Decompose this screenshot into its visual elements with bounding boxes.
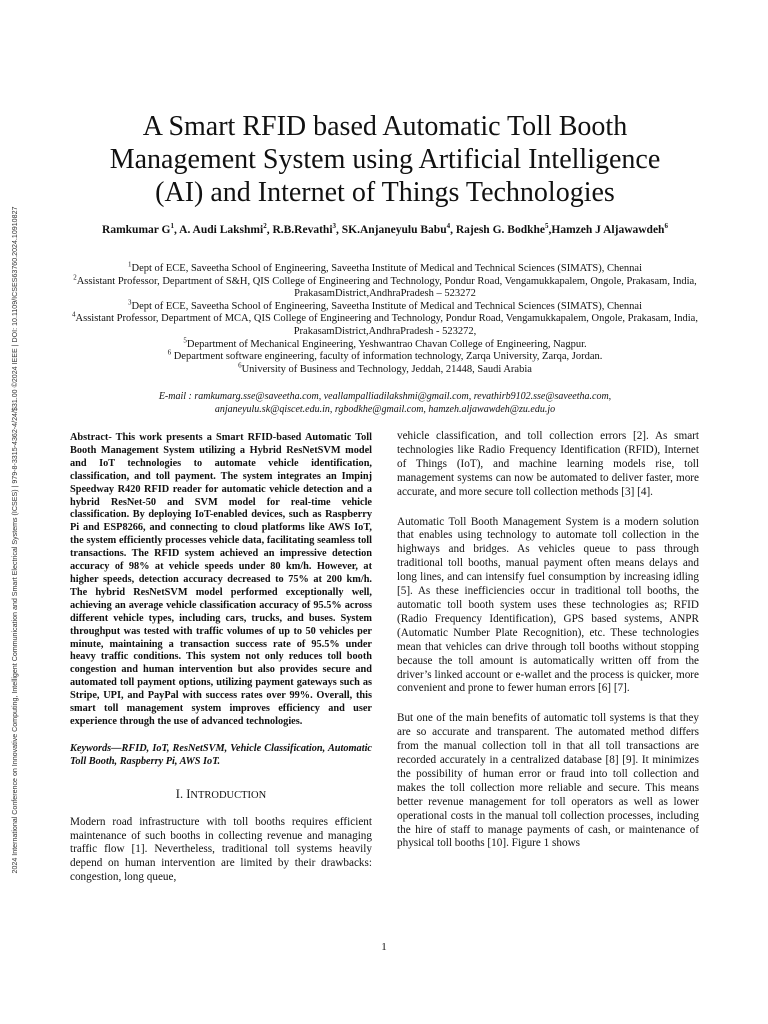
author-list <box>70 223 700 238</box>
conference-doi-text: 2024 International Conference on Innovative Computing, Intelligent Communication and Smart Electrical Systems (ICSES) | 979-8-3315-4362-4/24/$31.00 ©2024 IEEE | DOI: 10.1109/ICSES63760.2024.10910827 <box>11 206 19 874</box>
affiliation: $^2$Assistant Professor, Department of S&H, QIS College of Engineering and Technology, Pondur Road, Vengamukkapalem, Ongole, Prakasam, India, PrakasamDistrict,AndhraPradesh – 523272 <box>73 273 697 300</box>
body-paragraph: But one of the main benefits of automatic toll systems is that they are so accurate and transparent. The automated method differs from the manual collection toll in that all toll transactions are recorded accurately in a centralized database [8] [9]. It minimizes the possibility of human error or fraud into toll collection and makes the toll collection more reliable and secure. This means better revenue management for toll operators as well as lower operational costs in the manual toll collection processes, including the hire of staff to manage payments of cash, or maintenance of physical toll booths [10]. Figure 1 shows <box>397 712 699 850</box>
author: A. Audi Lakshmi$^2$, <box>179 222 273 236</box>
affiliation: $^6$University of Business and Technology, Jeddah, 21448, Saudi Arabia <box>238 361 532 375</box>
page-number: 1 <box>381 941 387 953</box>
paper-title <box>40 110 730 209</box>
title-line-2: Management System using Artificial Intelligence <box>109 144 661 175</box>
author: Hamzeh J Aljawawdeh$^6$ <box>551 222 668 236</box>
body-paragraph: vehicle classification, and toll collection errors [2]. As smart technologies like Radio Frequency Identification (RFID), Internet of Things (IoT), and machine learning models rise, toll management systems can now be automated to deliver faster, more accurate, and more secure toll collection methods [3] [4]. <box>397 430 699 498</box>
author: Ramkumar $G^1$, <box>102 222 180 236</box>
section-heading-introduction: I. INTRODUCTION <box>175 786 267 801</box>
right-column <box>397 430 699 867</box>
affiliation: $^6$ Department software engineering, faculty of information technology, Zarqa University, Zarqa, Jordan. <box>167 348 603 363</box>
keywords: Keywords—RFID, IoT, ResNetSVM, Vehicle Classification, Automatic Toll Booth, Raspberry Pi, AWS IoT. <box>70 742 372 767</box>
email-line-1: E-mail : ramkumarg.sse@saveetha.com, veallampalliadilakshmi@gmail.com, revathirb9102.sse@saveetha.com, <box>158 391 612 402</box>
author: SK.Anjaneyulu Babu$^4$, <box>341 222 456 236</box>
email-block <box>60 390 710 416</box>
conference-side-note <box>4 120 26 960</box>
title-line-1: A Smart RFID based Automatic Toll Booth <box>142 111 628 142</box>
abstract: Abstract- This work presents a Smart RFID-based Automatic Toll Booth Management System utilizing a Hybrid ResNetSVM model and IoT technologies to automate vehicle identification, classification, and toll payment. The system integrates an Impinj Speedway R420 RFID reader for automatic vehicle detection and a hybrid ResNet-50 and SVM model for real-time vehicle classification. By deploying IoT-enabled devices, such as Raspberry Pi and ESP8266, and connecting to cloud platforms like AWS IoT, the system efficiently processes vehicle data, facilitating seamless toll transactions. The RFID system achieved an impressive detection accuracy of 98% at vehicle speeds under 80 km/h. However, at higher speeds, detection accuracy decreased to 75% at 200 km/h. The hybrid ResNetSVM model performed exceptionally well, achieving an average vehicle classification accuracy of 95.5% across different vehicle types, including cars, trucks, and buses. System throughput was tested with traffic volumes of up to 50 vehicles per minute, maintaining a transaction success rate of 95.5% under heavy traffic conditions. This system not only reduces toll booth congestion and human intervention but also provides secure and automated toll payment options, utilizing payment gateways such as Stripe, UPI, and PayPal with success rates over 99%. Overall, this smart toll management system improves efficiency and user experience through the use of advanced technologies. <box>70 432 372 727</box>
affiliation: $^4$Assistant Professor, Department of MCA, QIS College of Engineering and Technology, Pondur Road, Vengamukkapalem, Ongole, Prakasam, India, PrakasamDistrict,AndhraPradesh - 523272, <box>72 310 698 337</box>
email-line-2: anjaneyulu.sk@qiscet.edu.in, rgbodkhe@gmail.com, hamzeh.aljawawdeh@zu.edu.jo <box>214 404 556 415</box>
title-line-3: (AI) and Internet of Things Technologies <box>155 177 615 208</box>
left-column <box>70 432 372 901</box>
affiliation: $^3$Dept of ECE, Saveetha School of Engineering, Saveetha Institute of Medical and Technical Sciences (SIMATS), Chennai <box>127 298 643 312</box>
author: R.B.Revathi$^3$, <box>272 222 342 236</box>
affiliation: $^5$Department of Mechanical Engineering, Yeshwantrao Chavan College of Engineering, Nagpur. <box>183 336 587 350</box>
body-paragraph: Automatic Toll Booth Management System is a modern solution that enables using technology to automate toll collection in the highways and bridges. As vehicles queue to pass through traditional toll booths, manual payment often means delays and long lines, and can intensify fuel consumption by increasing idling [5]. As these inefficiencies occur in traditional toll booths, the automatic toll booth system uses these technologies as; RFID (Radio Frequency Identification), GPS based systems, ANPR (Automatic Number Plate Recognition), etc. These technologies mean that vehicles can drive through toll booths without stopping because the toll amount is automatically written off from the driver’s linked account or e-wallet and the process is quicker, more convenient and prone to fewer human errors [6] [7]. <box>397 515 699 695</box>
affiliation: $^1$Dept of ECE, Saveetha School of Engineering, Saveetha Institute of Medical and Technical Sciences (SIMATS), Chennai <box>127 260 643 274</box>
author: Rajesh G. Bodkhe$^5$, <box>455 222 552 236</box>
intro-paragraph: Modern road infrastructure with toll booths requires efficient maintenance of such booths in collecting revenue and managing traffic flow [1]. Nevertheless, traditional toll systems heavily depend on human intervention are limited by their drawbacks: congestion, long queue, <box>70 815 372 884</box>
affiliation-list <box>60 260 710 376</box>
